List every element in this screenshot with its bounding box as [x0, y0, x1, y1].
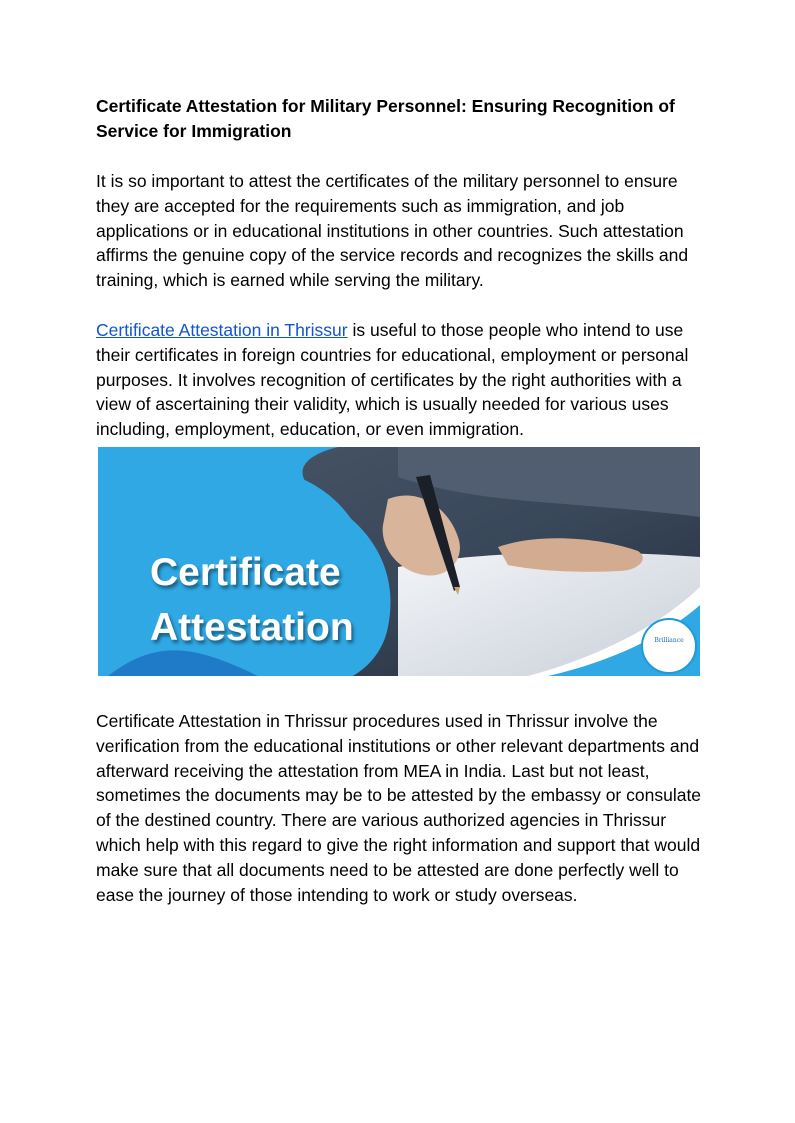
logo-text: Brilliance [654, 636, 684, 644]
third-paragraph: Certificate Attestation in Thrissur procedures used in Thrissur involve the verification from the educational institutions or other relevant departments and afterward receiving the attestation from MEA in India. Last but not least, sometimes the documents may be to be attested by the embassy or consulate of the destined country. There are various authorized agencies in Thrissur which help with this regard to give the right information and support that would make sure that all documents need to be attested are done perfectly well to ease the journey of those intending to work or study overseas. [96, 710, 702, 905]
banner-title-line1: Certificate [150, 550, 341, 594]
banner-title [150, 545, 354, 655]
brilliance-logo [641, 618, 697, 674]
page-title: Certificate Attestation for Military Personnel: Ensuring Recognition of Service for Immigration [96, 96, 675, 141]
banner-title-line2: Attestation [150, 605, 354, 649]
certificate-attestation-banner [98, 447, 700, 676]
second-paragraph-text: is useful to those people who intend to use their certificates in foreign countries for educational, employment or personal purposes. It involves recognition of certificates by the right authorities with a view of ascertaining their validity, which is usually needed for various uses including, employment, education, or even immigration. [96, 319, 689, 440]
document-page [96, 94, 702, 907]
second-paragraph [96, 318, 702, 442]
intro-paragraph: It is so important to attest the certificates of the military personnel to ensure they are accepted for the requirements such as immigration, and job applications or in educational institutions in other countries. Such attestation affirms the genuine copy of the service records and recognizes the skills and training, which is earned while serving the military. [96, 171, 689, 291]
thrissur-attestation-link[interactable]: Certificate Attestation in Thrissur [96, 319, 348, 340]
